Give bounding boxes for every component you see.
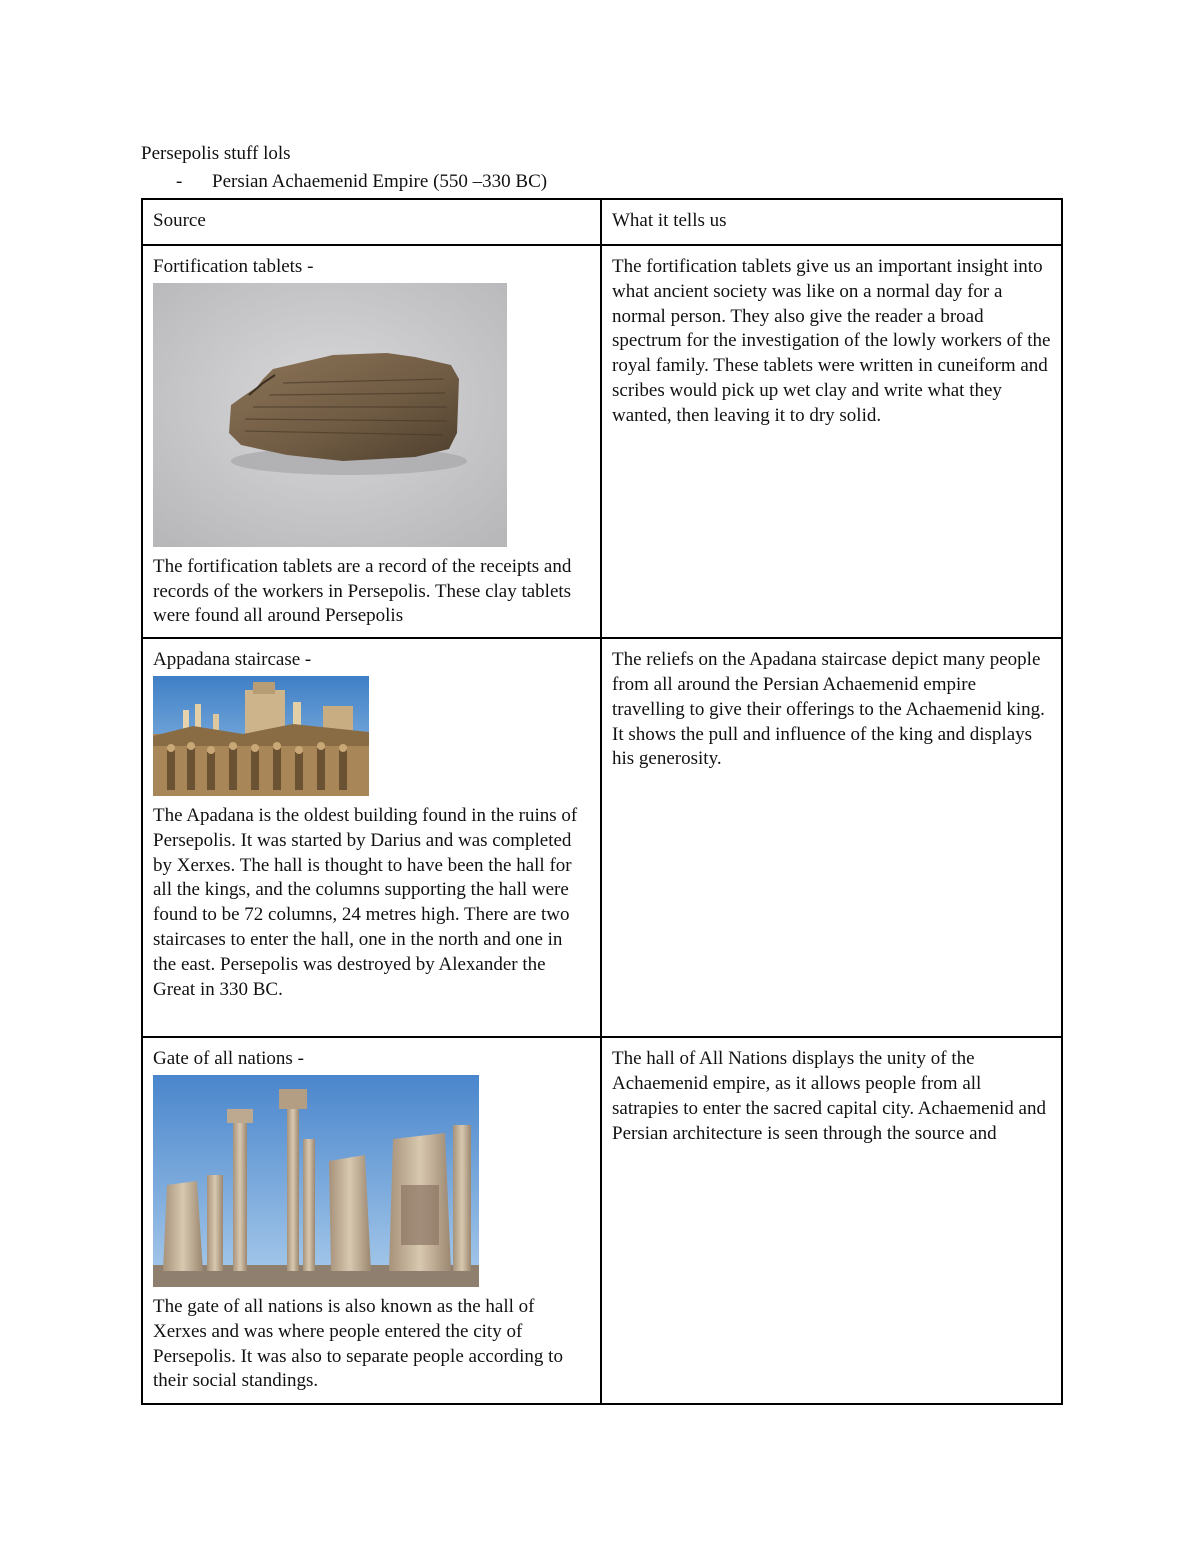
tells-cell xyxy=(601,638,1062,1037)
source-cell xyxy=(142,1037,601,1404)
header-source: Source xyxy=(142,199,601,245)
source-title: Appadana staircase - xyxy=(153,649,312,671)
table-row xyxy=(142,1037,1062,1404)
tells-description: The hall of All Nations displays the unity of the Achaemenid empire, as it allows people from all satrapies to enter the sacred capital city. Achaemenid and Persian architecture is seen through the source and xyxy=(612,1048,1046,1144)
source-title: Gate of all nations - xyxy=(153,1048,304,1070)
sources-table xyxy=(141,198,1063,1405)
source-description: The gate of all nations is also known as the hall of Xerxes and was where people entered the city of Persepolis. It was also to separate people according to their social standings. xyxy=(153,1295,563,1392)
source-cell xyxy=(142,245,601,638)
tells-cell xyxy=(601,1037,1062,1404)
header-what-it-tells-us: What it tells us xyxy=(601,199,1062,245)
document-title: Persepolis stuff lols xyxy=(141,143,291,164)
bullet-text: Persian Achaemenid Empire (550 –330 BC) xyxy=(212,171,548,192)
source-description: The fortification tablets are a record of the receipts and records of the workers in Persepolis. These clay tablets were found all around Persepolis xyxy=(153,555,572,627)
bullet-item xyxy=(176,170,547,194)
source-description: The Apadana is the oldest building found in the ruins of Persepolis. It was started by Darius and was completed by Xerxes. The hall is thought to have been the hall for all the kings, and the columns supporting the hall were found to be 72 columns, 24 metres high. There are two staircases to enter the hall, one in the north and one in the east. Persepolis was destroyed by Alexander the Great in 330 BC. xyxy=(153,804,578,1000)
source-cell xyxy=(142,638,601,1037)
source-title: Fortification tablets - xyxy=(153,256,314,277)
bullet-marker: - xyxy=(176,171,183,192)
tells-description: The fortification tablets give us an important insight into what ancient society was like on a normal day for a normal person. They also give the reader a broad spectrum for the investigation of the lowly workers of the royal family. These tablets were written in cuneiform and scribes would pick up wet clay and write what they wanted, then leaving it to dry solid. xyxy=(612,256,1051,426)
tells-cell xyxy=(601,245,1062,638)
table-header-row xyxy=(142,199,1062,245)
gate-of-all-nations-photo xyxy=(153,1075,590,1287)
apadana-relief-photo xyxy=(153,676,590,796)
clay-tablet-photo xyxy=(153,283,590,547)
table-row xyxy=(142,245,1062,638)
table-row xyxy=(142,638,1062,1037)
tells-description: The reliefs on the Apadana staircase depict many people from all around the Persian Achaemenid empire travelling to give their offerings to the Achaemenid king. It shows the pull and influence of the king and displays his generosity. xyxy=(612,649,1045,770)
